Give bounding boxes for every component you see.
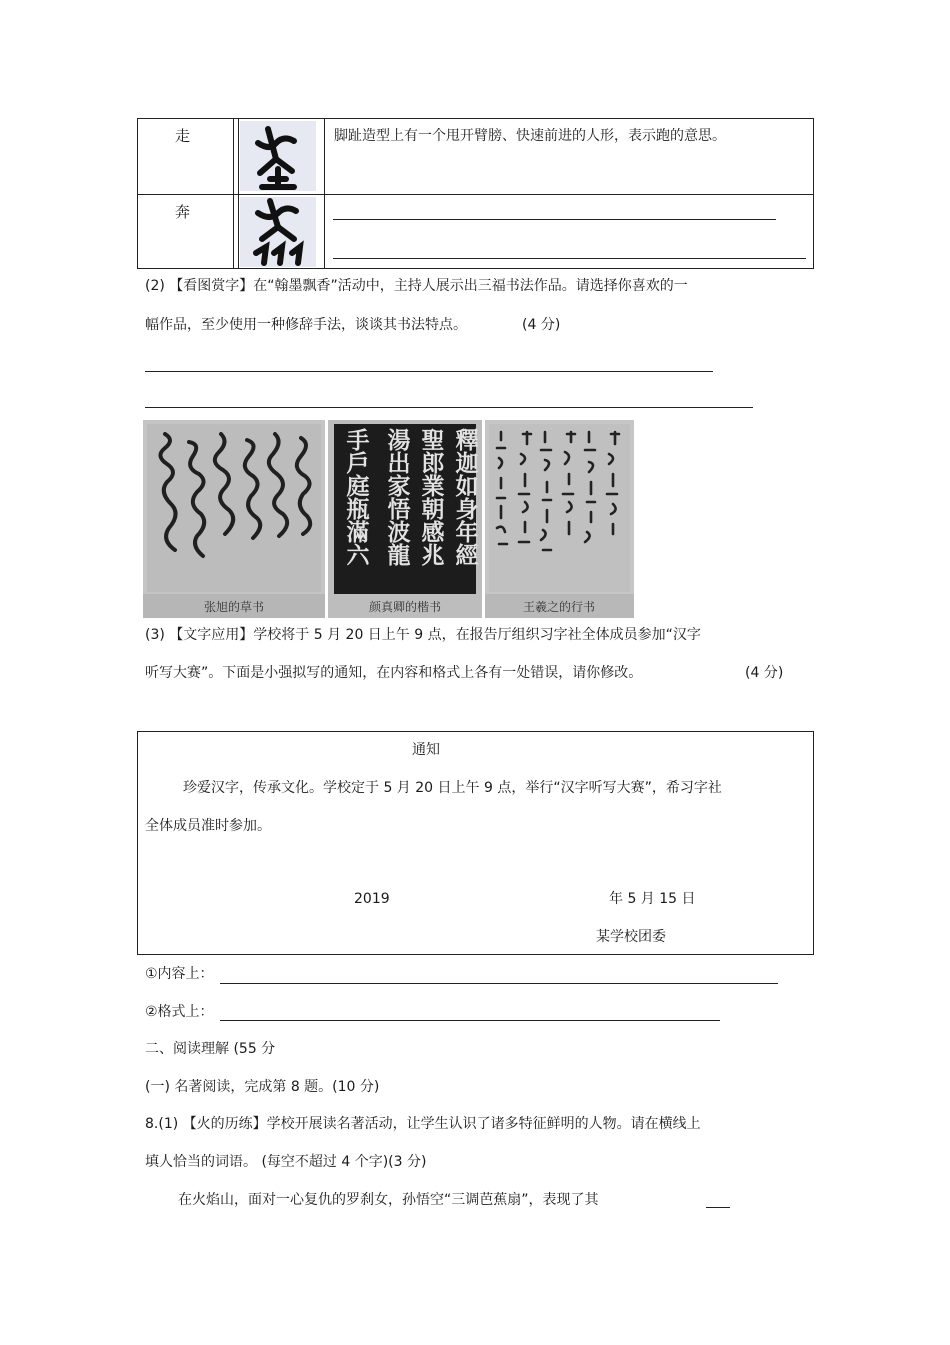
q3-score: (4 分) [745, 665, 784, 681]
notice-title: 通知 [412, 742, 440, 758]
yan-col4: 手戶庭瓶滿六 [342, 428, 370, 566]
content-answer-line[interactable] [220, 983, 778, 984]
zhang-xu-cursive-image [143, 420, 325, 618]
notice-date: 年 5 月 15 日 [609, 891, 696, 907]
yan-col1: 釋迦如身年經 [451, 428, 479, 566]
yan-col2: 聖郎業朝感兆 [417, 428, 445, 566]
answer-line[interactable] [333, 219, 776, 220]
table-row-divider [138, 194, 813, 195]
ancient-glyph-zou-image [240, 121, 316, 191]
q3-line2: 听写大赛”。下面是小强拟写的通知，在内容和格式上各有一处错误，请你修改。 [145, 665, 643, 681]
answer-line[interactable] [333, 258, 806, 259]
fill-blank-line[interactable] [706, 1207, 730, 1208]
notice-signer: 某学校团委 [596, 929, 666, 945]
format-answer-label: ②格式上： [145, 1004, 214, 1020]
yan-zhenqing-regular-image [328, 420, 482, 618]
notice-body-line1: 珍爱汉字，传承文化。学校定于 5 月 20 日上午 9 点，举行“汉字听写大赛”，希习字社 [183, 780, 722, 796]
notice-box [137, 731, 814, 955]
table-col-divider [233, 119, 234, 268]
q8-line2: 填人恰当的词语。 (每空不超过 4 个字)(3 分) [145, 1154, 427, 1170]
q8-line1: 8.(1) 【火的历练】学校开展读名著活动，让学生认识了诸多特征鲜明的人物。请在横线上 [145, 1116, 701, 1132]
wang-caption: 王羲之的行书 [522, 600, 596, 614]
table-cell-char: 走 [175, 127, 191, 145]
answer-line[interactable] [145, 407, 753, 408]
table-cell-char: 奔 [175, 203, 191, 221]
wang-xizhi-running-image [485, 420, 634, 618]
table-cell-explanation: 脚趾造型上有一个甩开臂膀、快速前进的人形，表示跑的意思。 [334, 128, 726, 144]
q2-line1: (2) 【看图赏字】在“翰墨飘香”活动中，主持人展示出三福书法作品。请选择你喜欢的一 [145, 278, 688, 294]
section-heading: 二、阅读理解 (55 分 [145, 1041, 276, 1057]
notice-year: 2019 [354, 891, 390, 907]
q3-line1: (3) 【文字应用】学校将于 5 月 20 日上午 9 点，在报告厅组织习字社全体成员参加“汉字 [145, 627, 701, 643]
yan-col3: 湯出家悟波龍 [383, 428, 411, 566]
answer-line[interactable] [145, 371, 713, 372]
table-col-divider [238, 119, 239, 268]
ancient-glyph-ben-image [240, 197, 316, 267]
q8-line3: 在火焰山，面对一心复仇的罗刹女，孙悟空“三调芭蕉扇”，表现了其 [178, 1192, 599, 1208]
q2-score: (4 分) [522, 317, 561, 333]
notice-body-line2: 全体成员准时参加。 [145, 818, 271, 834]
yan-caption: 颜真卿的楷书 [368, 600, 442, 614]
content-answer-label: ①内容上： [145, 966, 214, 982]
section-subheading: (一) 名著阅读，完成第 8 题。(10 分) [145, 1079, 380, 1095]
zhang-caption: 张旭的草书 [203, 600, 265, 614]
q2-line2: 幅作品，至少使用一种修辞手法，谈谈其书法特点。 [145, 317, 467, 333]
glyph-table [137, 118, 814, 269]
format-answer-line[interactable] [220, 1020, 720, 1021]
table-col-divider [324, 119, 325, 268]
